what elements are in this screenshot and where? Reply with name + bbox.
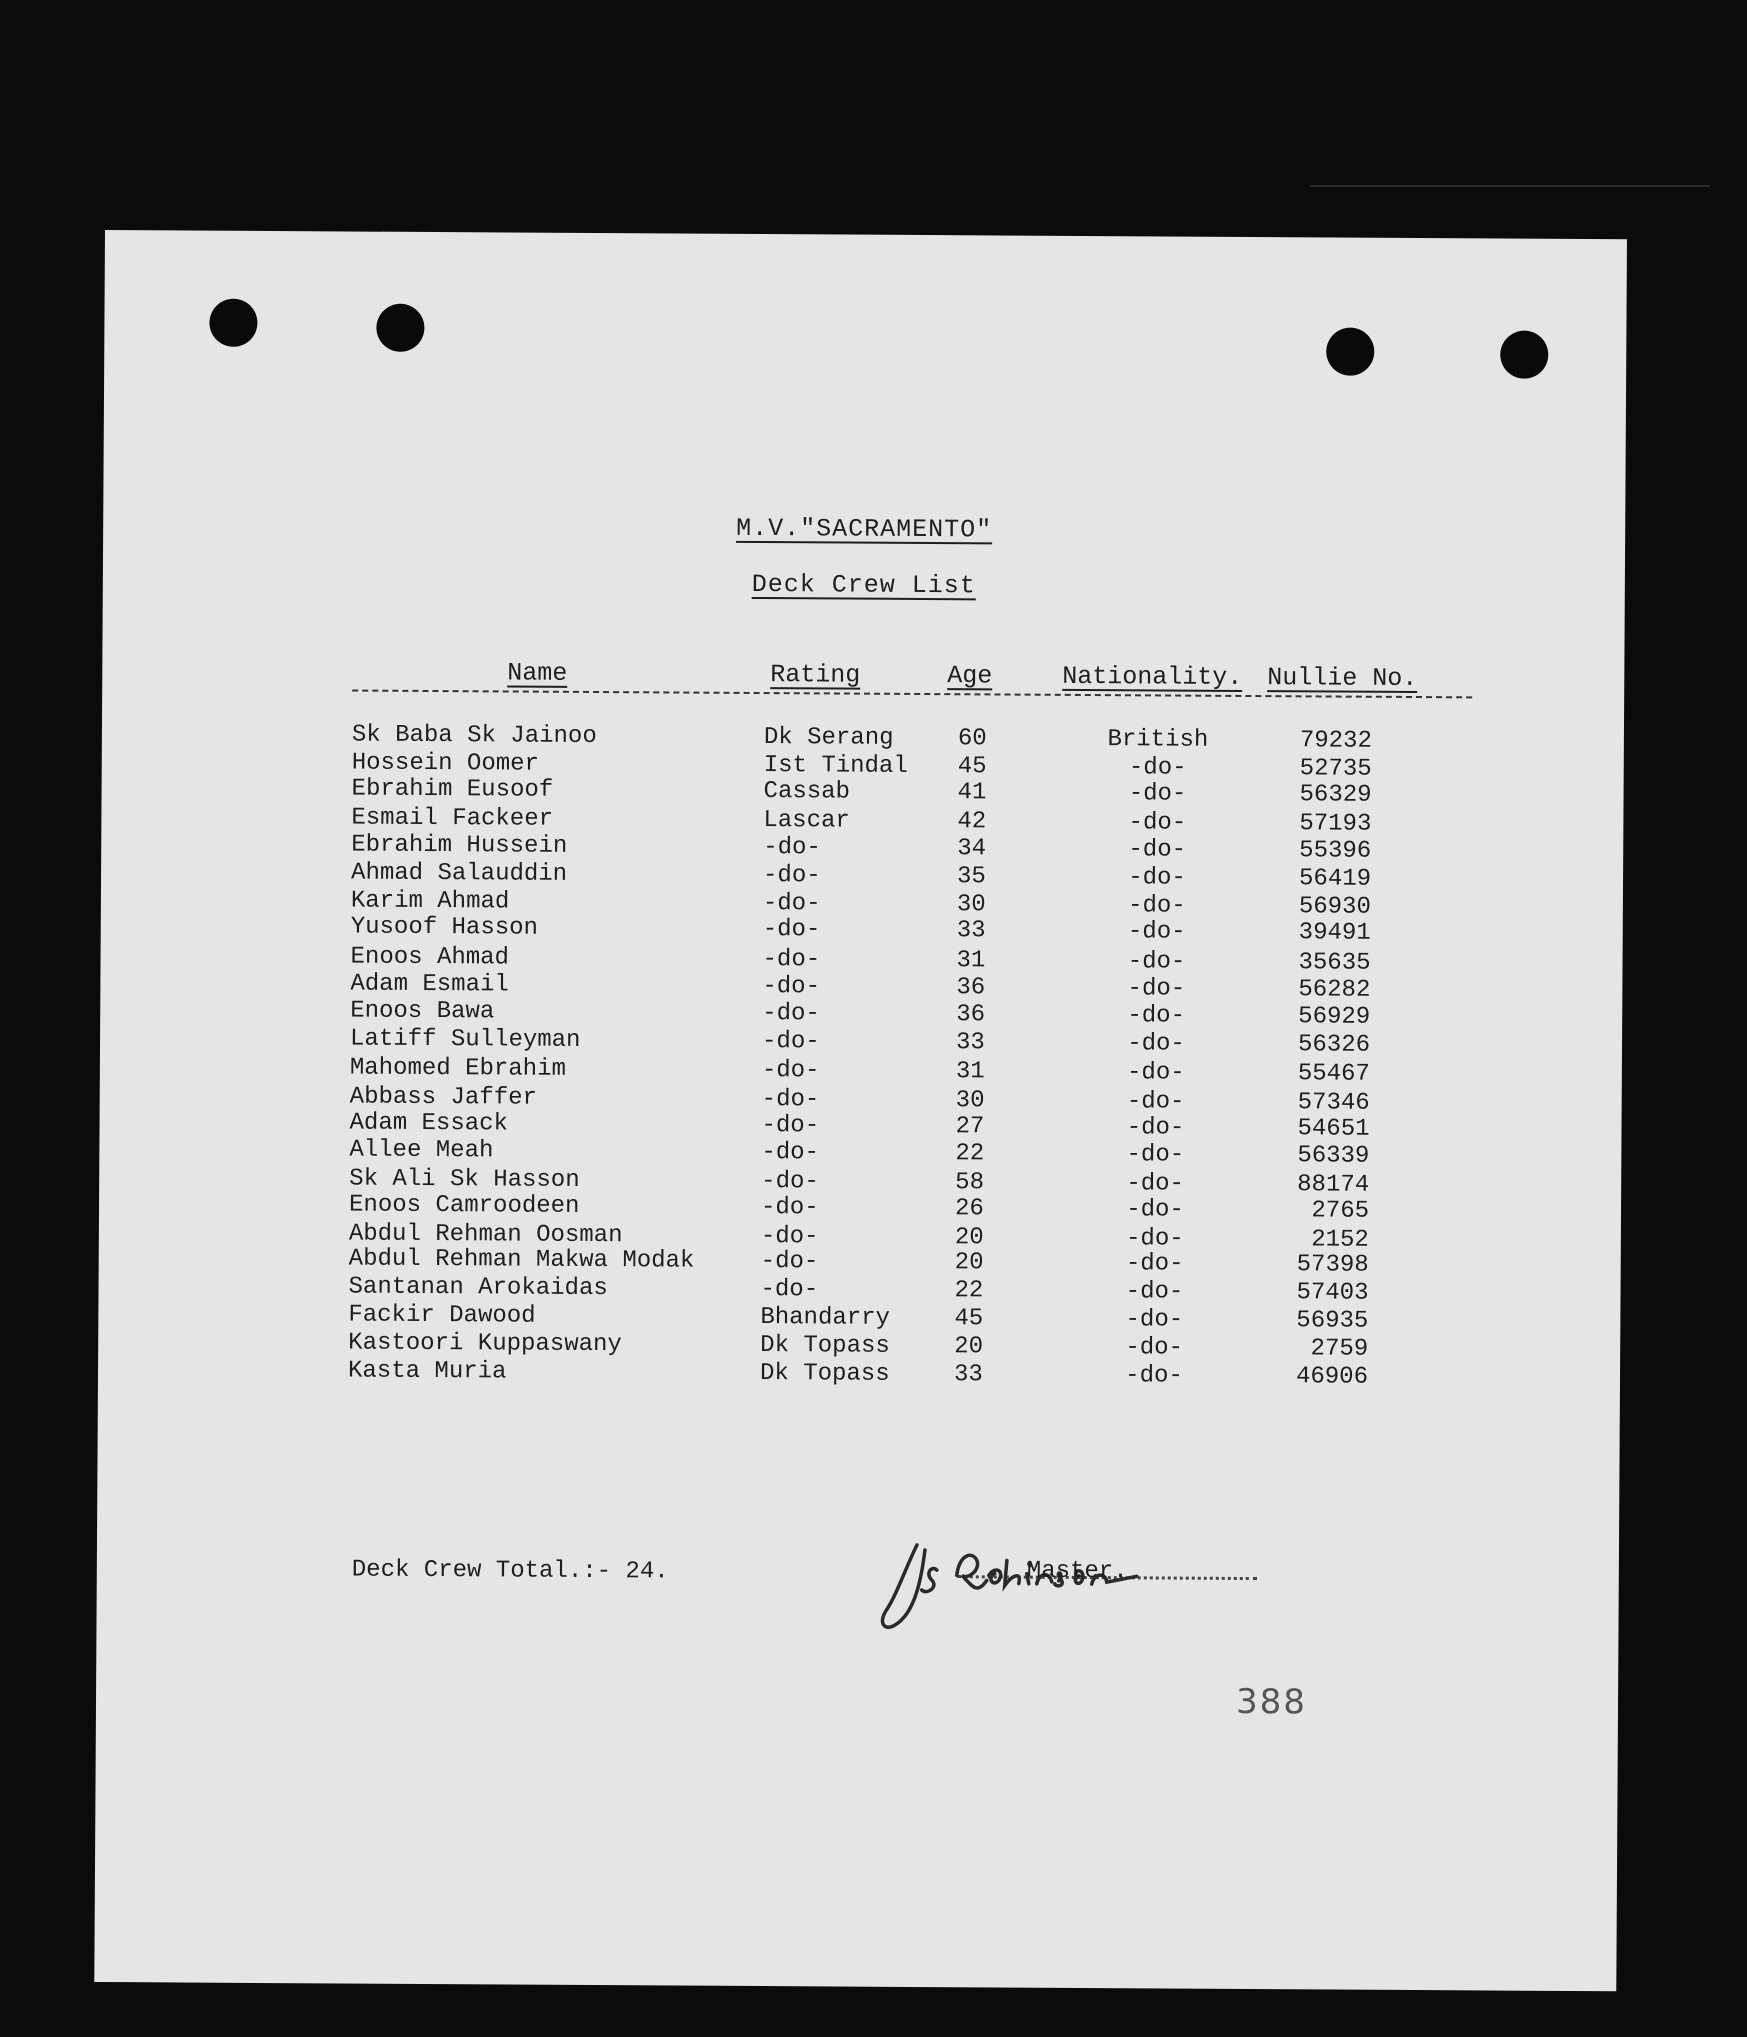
crew-nullie-no: 56339 xyxy=(1297,1142,1370,1170)
crew-nullie-no: 56930 xyxy=(1298,893,1371,921)
crew-name: Abdul Rehman Oosman xyxy=(348,1220,623,1250)
crew-nullie-no: 55467 xyxy=(1297,1060,1370,1088)
crew-nationality: -do- xyxy=(1128,809,1187,837)
crew-nationality: -do- xyxy=(1126,1196,1184,1224)
crew-nationality: -do- xyxy=(1127,948,1186,976)
crew-name: Hossein Oomer xyxy=(351,749,540,778)
crew-name: Fackir Dawood xyxy=(348,1301,536,1330)
crew-nationality: -do- xyxy=(1127,892,1186,920)
crew-age: 34 xyxy=(957,835,987,863)
crew-nullie-no: 46906 xyxy=(1295,1363,1369,1391)
crew-age: 22 xyxy=(955,1140,985,1168)
crew-nationality: -do- xyxy=(1127,1002,1186,1030)
crew-age: 20 xyxy=(954,1333,984,1361)
crew-nationality: -do- xyxy=(1128,780,1187,808)
crew-nullie-no: 39491 xyxy=(1298,919,1371,947)
crew-nullie-no: 35635 xyxy=(1298,949,1371,977)
crew-rating: -do- xyxy=(762,890,821,918)
crew-rating: -do- xyxy=(761,1086,820,1114)
crew-nationality: -do- xyxy=(1125,1362,1183,1390)
crew-nationality: -do- xyxy=(1128,864,1186,892)
crew-name: Abbass Jaffer xyxy=(349,1083,538,1112)
signature-text: J.S.Robinson xyxy=(877,1524,885,1526)
crew-nullie-no: 56929 xyxy=(1298,1003,1371,1031)
crew-nullie-no: 2765 xyxy=(1311,1197,1370,1225)
crew-nullie-no: 56329 xyxy=(1299,781,1372,809)
crew-rating: -do- xyxy=(760,1194,819,1222)
crew-rating: -do- xyxy=(761,1168,819,1196)
crew-name: Kastoori Kuppaswany xyxy=(348,1329,622,1359)
punch-hole xyxy=(1500,331,1548,379)
crew-name: Latiff Sulleyman xyxy=(349,1025,581,1054)
crew-name: Allee Meah xyxy=(349,1136,494,1165)
crew-nationality: -do- xyxy=(1125,1306,1184,1334)
list-title: Deck Crew List xyxy=(751,569,976,601)
crew-age: 20 xyxy=(954,1224,984,1252)
crew-rating: -do- xyxy=(761,1112,820,1140)
crew-rating: -do- xyxy=(761,1028,820,1056)
page-number: 388 xyxy=(1235,1681,1308,1723)
crew-name: Santanan Arokaidas xyxy=(348,1273,608,1303)
crew-nullie-no: 56282 xyxy=(1298,976,1371,1004)
crew-age: 26 xyxy=(954,1195,984,1223)
crew-rating: Dk Topass xyxy=(760,1332,890,1360)
crew-nationality: -do- xyxy=(1126,1141,1185,1169)
crew-total: Deck Crew Total.:- 24. xyxy=(351,1556,669,1586)
crew-age: 22 xyxy=(954,1277,984,1305)
crew-rating: -do- xyxy=(761,1057,820,1085)
document-sheet xyxy=(94,230,1627,1991)
crew-age: 30 xyxy=(956,891,986,919)
crew-nationality: -do- xyxy=(1125,1334,1184,1362)
crew-name: Adam Essack xyxy=(349,1109,509,1138)
crew-nullie-no: 56419 xyxy=(1298,865,1372,893)
crew-nationality: -do- xyxy=(1127,1030,1185,1058)
crew-nationality: -do- xyxy=(1125,1225,1184,1253)
crew-name: Enoos Ahmad xyxy=(350,943,510,972)
crew-name: Abdul Rehman Makwa Modak xyxy=(348,1245,695,1275)
crew-name: Enoos Camroodeen xyxy=(348,1191,580,1220)
crew-nullie-no: 88174 xyxy=(1297,1171,1370,1199)
crew-nullie-no: 57346 xyxy=(1297,1089,1370,1117)
punch-hole xyxy=(1326,327,1374,375)
crew-nullie-no: 79232 xyxy=(1299,727,1372,755)
crew-age: 36 xyxy=(956,974,986,1002)
crew-nationality: British xyxy=(1107,726,1209,754)
crew-nationality: -do- xyxy=(1128,836,1187,864)
crew-name: Esmail Fackeer xyxy=(351,804,554,833)
crew-nationality: -do- xyxy=(1126,1088,1185,1116)
crew-nullie-no: 57398 xyxy=(1296,1251,1369,1279)
crew-age: 27 xyxy=(955,1113,985,1141)
crew-rating: -do- xyxy=(760,1276,819,1304)
crew-nullie-no: 57403 xyxy=(1296,1279,1369,1307)
crew-nationality: -do- xyxy=(1127,918,1186,946)
crew-age: 41 xyxy=(957,779,987,807)
crew-nullie-no: 2152 xyxy=(1311,1226,1369,1254)
crew-rating: Cassab xyxy=(763,778,851,806)
crew-age: 33 xyxy=(956,917,986,945)
master-label: Master. xyxy=(1026,1557,1128,1586)
crew-nullie-no: 2759 xyxy=(1310,1335,1369,1363)
crew-name: Kasta Muria xyxy=(347,1357,507,1386)
crew-age: 45 xyxy=(957,753,987,781)
punch-hole xyxy=(209,299,257,347)
crew-nationality: -do- xyxy=(1126,1170,1185,1198)
crew-nationality: -do- xyxy=(1126,1114,1185,1142)
crew-name: Ebrahim Eusoof xyxy=(351,775,554,804)
crew-name: Enoos Bawa xyxy=(350,997,495,1026)
crew-nullie-no: 57193 xyxy=(1299,810,1372,838)
crew-rating: Lascar xyxy=(763,807,850,835)
crew-rating: -do- xyxy=(763,834,821,862)
crew-age: 30 xyxy=(955,1087,985,1115)
column-header-rating: Rating xyxy=(770,660,861,690)
crew-rating: Ist Tindal xyxy=(763,752,908,780)
crew-nullie-no: 52735 xyxy=(1299,755,1372,783)
crew-rating: Dk Serang xyxy=(763,724,894,752)
crew-rating: -do- xyxy=(762,916,821,944)
crew-nationality: -do- xyxy=(1128,754,1187,782)
crew-rating: -do- xyxy=(760,1223,819,1251)
crew-nationality: -do- xyxy=(1125,1278,1184,1306)
crew-nullie-no: 54651 xyxy=(1297,1115,1370,1143)
crew-age: 20 xyxy=(954,1249,984,1277)
crew-nationality: -do- xyxy=(1127,975,1186,1003)
crew-age: 31 xyxy=(955,1058,985,1086)
column-header-nationality: Nationality. xyxy=(1062,661,1243,692)
scan-streak xyxy=(1310,185,1710,187)
crew-age: 45 xyxy=(954,1305,984,1333)
crew-age: 35 xyxy=(956,863,986,891)
crew-age: 36 xyxy=(956,1001,986,1029)
crew-nationality: -do- xyxy=(1125,1250,1184,1278)
crew-rating: -do- xyxy=(760,1248,819,1276)
crew-rating: -do- xyxy=(762,862,821,890)
crew-rating: Bhandarry xyxy=(760,1304,891,1332)
punch-hole xyxy=(376,304,424,352)
ship-title: M.V."SACRAMENTO" xyxy=(736,513,993,545)
crew-nationality: -do- xyxy=(1126,1059,1185,1087)
crew-name: Karim Ahmad xyxy=(350,887,510,916)
crew-rating: -do- xyxy=(762,1000,820,1028)
crew-name: Mahomed Ebrahim xyxy=(349,1054,567,1083)
crew-rating: -do- xyxy=(761,1139,820,1167)
crew-nullie-no: 55396 xyxy=(1299,837,1372,865)
crew-name: Sk Ali Sk Hasson xyxy=(349,1165,580,1194)
crew-name: Ebrahim Hussein xyxy=(351,831,568,860)
crew-name: Adam Esmail xyxy=(350,970,509,999)
crew-rating: -do- xyxy=(762,946,821,974)
crew-age: 33 xyxy=(955,1029,985,1057)
column-header-name: Name xyxy=(507,658,568,688)
crew-age: 58 xyxy=(955,1169,985,1197)
crew-age: 60 xyxy=(957,725,987,753)
crew-nullie-no: 56326 xyxy=(1297,1031,1371,1059)
column-header-age: Age xyxy=(947,661,993,691)
crew-name: Ahmad Salauddin xyxy=(350,859,568,888)
crew-rating: Dk Topass xyxy=(759,1360,890,1388)
crew-age: 33 xyxy=(953,1361,983,1389)
crew-name: Yusoof Hasson xyxy=(350,913,539,942)
crew-age: 42 xyxy=(957,808,987,836)
column-header-nullie-no: Nullie No. xyxy=(1267,663,1418,694)
crew-rating: -do- xyxy=(762,973,821,1001)
crew-name: Sk Baba Sk Jainoo xyxy=(351,721,597,751)
crew-age: 31 xyxy=(956,947,986,975)
crew-nullie-no: 56935 xyxy=(1296,1307,1369,1335)
